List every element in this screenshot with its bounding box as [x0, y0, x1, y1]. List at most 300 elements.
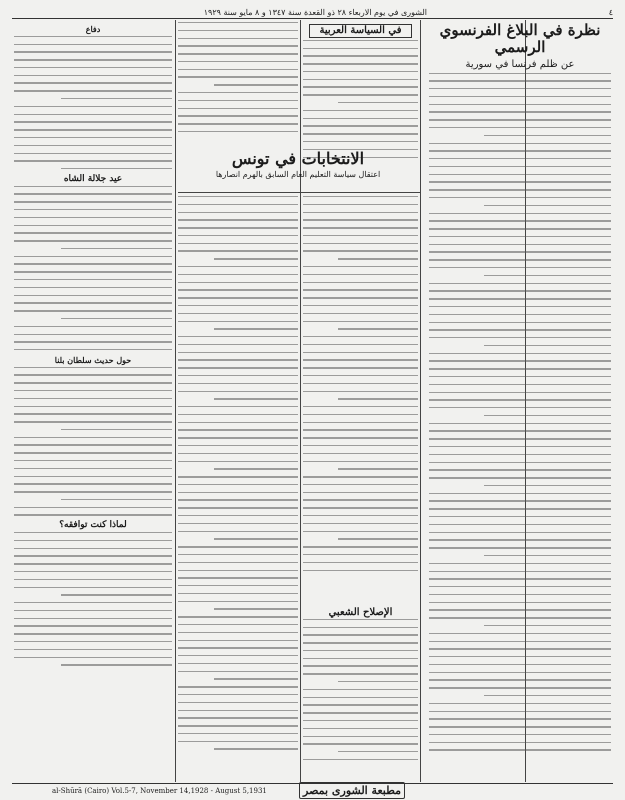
text-line	[429, 150, 611, 151]
text-line	[303, 204, 418, 205]
text-line	[303, 383, 418, 384]
text-line	[303, 484, 418, 485]
text-line	[14, 90, 172, 91]
text-line	[14, 153, 172, 154]
text-line	[178, 406, 298, 407]
text-line	[303, 665, 418, 666]
text-line	[303, 110, 418, 111]
text-line	[429, 220, 611, 221]
main-article-subtitle: عن ظلم فرنسا في سورية	[465, 58, 575, 70]
text-line	[303, 689, 418, 690]
left-title-2: عيد جلالة الشاه	[63, 173, 123, 184]
text-line	[484, 695, 611, 696]
text-line	[178, 219, 298, 220]
text-line	[14, 444, 172, 445]
text-line	[14, 548, 172, 549]
text-line	[178, 383, 298, 384]
text-line	[429, 547, 611, 548]
text-line	[178, 733, 298, 734]
text-line	[303, 141, 418, 142]
text-line	[303, 94, 418, 95]
text-line	[429, 438, 611, 439]
main-article-body	[429, 73, 611, 751]
text-line	[429, 166, 611, 167]
text-line	[429, 104, 611, 105]
text-line	[178, 640, 298, 641]
text-line	[303, 743, 418, 744]
text-line	[14, 563, 172, 564]
main-article	[429, 22, 611, 782]
text-line	[14, 483, 172, 484]
text-line	[61, 429, 172, 430]
text-line	[178, 601, 298, 602]
text-line	[429, 384, 611, 385]
text-line	[214, 84, 298, 85]
text-line	[14, 460, 172, 461]
text-line	[61, 98, 172, 99]
text-line	[303, 515, 418, 516]
text-line	[14, 160, 172, 161]
text-line	[429, 158, 611, 159]
elections-title: الانتخابات في تونس	[231, 150, 365, 168]
text-line	[14, 421, 172, 422]
left-title-4: لماذا كنت توافقه؟	[59, 520, 127, 531]
section-rule	[178, 192, 420, 193]
text-line	[429, 571, 611, 572]
text-line	[303, 274, 418, 275]
text-line	[178, 352, 298, 353]
text-line	[303, 507, 418, 508]
text-line	[178, 61, 298, 62]
text-line	[303, 212, 418, 213]
text-line	[14, 555, 172, 556]
text-line	[303, 720, 418, 721]
text-line	[14, 649, 172, 650]
text-line	[214, 258, 298, 259]
text-line	[429, 244, 611, 245]
text-line	[14, 468, 172, 469]
text-line	[178, 289, 298, 290]
text-line	[303, 250, 418, 251]
text-line	[178, 461, 298, 462]
text-line	[338, 538, 419, 539]
text-line	[338, 258, 419, 259]
text-line	[429, 672, 611, 673]
text-line	[303, 523, 418, 524]
text-line	[429, 430, 611, 431]
text-line	[178, 243, 298, 244]
text-line	[214, 678, 298, 679]
text-line	[429, 648, 611, 649]
text-line	[14, 263, 172, 264]
text-line	[14, 571, 172, 572]
text-line	[178, 655, 298, 656]
text-line	[484, 625, 611, 626]
reform-body	[303, 619, 418, 760]
text-line	[14, 641, 172, 642]
text-line	[178, 437, 298, 438]
text-line	[303, 499, 418, 500]
text-line	[61, 594, 172, 595]
text-line	[429, 493, 611, 494]
text-line	[14, 437, 172, 438]
text-line	[429, 368, 611, 369]
text-line	[178, 476, 298, 477]
main-article-title: نظرة في البلاغ الفرنسوي الرسمي	[439, 22, 601, 57]
text-line	[303, 336, 418, 337]
text-line	[429, 80, 611, 81]
text-line	[178, 69, 298, 70]
text-line	[484, 555, 611, 556]
text-line	[178, 531, 298, 532]
text-line	[429, 360, 611, 361]
text-line	[429, 399, 611, 400]
text-line	[429, 703, 611, 704]
text-line	[338, 681, 419, 682]
text-line	[178, 250, 298, 251]
text-line	[178, 546, 298, 547]
text-line	[429, 353, 611, 354]
text-line	[429, 656, 611, 657]
text-line	[178, 710, 298, 711]
text-line	[14, 657, 172, 658]
text-line	[338, 398, 419, 399]
text-line	[14, 302, 172, 303]
text-line	[14, 209, 172, 210]
text-line	[429, 314, 611, 315]
text-line	[303, 125, 418, 126]
text-line	[429, 174, 611, 175]
text-line	[303, 697, 418, 698]
text-line	[178, 282, 298, 283]
left-title-3: حول حديث سلطان بلنا	[54, 354, 132, 365]
text-line	[429, 446, 611, 447]
text-line	[14, 271, 172, 272]
text-line	[14, 390, 172, 391]
text-line	[429, 73, 611, 74]
text-line	[429, 742, 611, 743]
text-line	[303, 391, 418, 392]
text-line	[14, 310, 172, 311]
text-line	[303, 227, 418, 228]
text-line	[303, 492, 418, 493]
text-line	[14, 129, 172, 130]
text-line	[178, 53, 298, 54]
text-line	[484, 485, 611, 486]
text-line	[429, 376, 611, 377]
text-line	[178, 585, 298, 586]
text-line	[303, 546, 418, 547]
text-line	[178, 694, 298, 695]
text-line	[178, 422, 298, 423]
text-line	[303, 712, 418, 713]
text-line	[429, 711, 611, 712]
text-line	[303, 219, 418, 220]
center-upper-column	[178, 22, 298, 147]
text-line	[429, 578, 611, 579]
text-line	[303, 266, 418, 267]
text-line	[178, 38, 298, 39]
text-line	[178, 429, 298, 430]
text-line	[303, 453, 418, 454]
text-line	[178, 305, 298, 306]
text-line	[429, 454, 611, 455]
politics-body	[303, 40, 418, 158]
text-line	[14, 193, 172, 194]
text-line	[429, 462, 611, 463]
text-line	[178, 235, 298, 236]
elections-subtitle: اعتقال سياسة التعليم العام السابق بالهرم انصارها	[215, 170, 381, 180]
text-line	[61, 318, 172, 319]
text-line	[303, 531, 418, 532]
text-line	[14, 374, 172, 375]
text-line	[178, 671, 298, 672]
text-line	[303, 429, 418, 430]
text-line	[14, 452, 172, 453]
text-line	[429, 259, 611, 260]
text-line	[303, 118, 418, 119]
text-line	[303, 40, 418, 41]
text-line	[14, 633, 172, 634]
text-line	[14, 106, 172, 107]
text-line	[14, 587, 172, 588]
text-line	[303, 48, 418, 49]
text-line	[178, 414, 298, 415]
left-title-1: دفاع	[85, 24, 101, 34]
text-line	[303, 570, 418, 571]
text-line	[178, 686, 298, 687]
text-line	[429, 119, 611, 120]
text-line	[178, 367, 298, 368]
text-line	[178, 115, 298, 116]
text-line	[14, 225, 172, 226]
text-line	[178, 492, 298, 493]
text-line	[303, 352, 418, 353]
text-line	[178, 321, 298, 322]
text-line	[14, 186, 172, 187]
center-upper-body	[178, 22, 298, 132]
text-line	[303, 673, 418, 674]
text-line	[303, 554, 418, 555]
column-rule	[420, 20, 421, 782]
text-line	[429, 283, 611, 284]
text-line	[429, 267, 611, 268]
text-line	[429, 189, 611, 190]
page-number: ٤	[608, 7, 613, 17]
text-line	[429, 213, 611, 214]
text-line	[484, 275, 611, 276]
text-line	[178, 624, 298, 625]
text-line	[429, 718, 611, 719]
text-line	[429, 298, 611, 299]
text-line	[429, 392, 611, 393]
text-line	[429, 329, 611, 330]
text-line	[429, 641, 611, 642]
text-line	[303, 243, 418, 244]
text-line	[178, 297, 298, 298]
elections-body-text	[178, 196, 298, 750]
elections-header	[178, 150, 418, 190]
text-line	[303, 55, 418, 56]
page-header	[12, 6, 613, 19]
text-line	[429, 477, 611, 478]
text-line	[484, 135, 611, 136]
text-line	[178, 92, 298, 93]
text-line	[303, 445, 418, 446]
text-line	[61, 664, 172, 665]
text-line	[429, 524, 611, 525]
text-line	[178, 717, 298, 718]
text-line	[14, 121, 172, 122]
text-line	[214, 398, 298, 399]
text-line	[14, 67, 172, 68]
text-line	[14, 491, 172, 492]
text-line	[14, 217, 172, 218]
text-line	[14, 51, 172, 52]
text-line	[178, 22, 298, 23]
text-line	[429, 290, 611, 291]
text-line	[303, 71, 418, 72]
text-line	[178, 123, 298, 124]
print-house-label: مطبعة الشورى بمصر	[303, 784, 401, 797]
text-line	[178, 632, 298, 633]
text-line	[338, 751, 419, 752]
text-line	[338, 102, 419, 103]
elections-body-right	[303, 196, 418, 596]
text-line	[429, 306, 611, 307]
text-line	[14, 602, 172, 603]
text-line	[178, 266, 298, 267]
text-line	[303, 297, 418, 298]
text-line	[14, 532, 172, 533]
text-line	[303, 650, 418, 651]
reform-title: الإصلاح الشعبي	[328, 607, 393, 618]
text-line	[429, 469, 611, 470]
text-line	[214, 538, 298, 539]
text-line	[178, 313, 298, 314]
text-line	[14, 618, 172, 619]
text-line	[429, 586, 611, 587]
text-line	[14, 540, 172, 541]
text-line	[14, 367, 172, 368]
text-line	[14, 201, 172, 202]
text-line	[303, 728, 418, 729]
text-line	[178, 100, 298, 101]
text-line	[178, 725, 298, 726]
text-line	[429, 687, 611, 688]
reform-article	[303, 605, 418, 778]
text-line	[484, 345, 611, 346]
text-line	[14, 287, 172, 288]
text-line	[14, 114, 172, 115]
text-line	[429, 181, 611, 182]
text-line	[303, 406, 418, 407]
text-line	[303, 313, 418, 314]
dateline: الشورى في يوم الاربعاء ٢٨ ذو القعدة سنة ١٣٤٧ و ٨ مايو سنة ١٩٢٩	[203, 7, 427, 17]
text-line	[14, 382, 172, 383]
text-line	[303, 658, 418, 659]
text-line	[178, 359, 298, 360]
text-line	[429, 337, 611, 338]
text-line	[14, 476, 172, 477]
text-line	[303, 461, 418, 462]
text-line	[429, 594, 611, 595]
text-line	[178, 204, 298, 205]
text-line	[429, 111, 611, 112]
text-line	[429, 734, 611, 735]
text-line	[14, 326, 172, 327]
text-line	[338, 328, 419, 329]
text-line	[303, 422, 418, 423]
text-line	[214, 328, 298, 329]
text-line	[303, 282, 418, 283]
text-line	[303, 627, 418, 628]
text-line	[429, 500, 611, 501]
text-line	[178, 131, 298, 132]
text-line	[429, 508, 611, 509]
text-line	[303, 196, 418, 197]
text-line	[178, 108, 298, 109]
publication-info: al-Shūrā (Cairo) Vol.5-7, November 14,1928 - August 5,1931	[52, 786, 267, 795]
page-footer	[12, 783, 613, 797]
text-line	[14, 507, 172, 508]
text-line	[14, 82, 172, 83]
text-line	[178, 274, 298, 275]
text-line	[178, 445, 298, 446]
text-line	[429, 143, 611, 144]
text-line	[14, 240, 172, 241]
text-line	[303, 79, 418, 80]
text-line	[429, 228, 611, 229]
text-line	[178, 344, 298, 345]
text-line	[429, 516, 611, 517]
text-line	[303, 562, 418, 563]
text-line	[14, 44, 172, 45]
text-line	[178, 523, 298, 524]
text-line	[14, 232, 172, 233]
text-line	[214, 608, 298, 609]
column-rule	[175, 20, 176, 782]
text-line	[303, 235, 418, 236]
text-line	[429, 726, 611, 727]
text-line	[178, 647, 298, 648]
text-line	[178, 212, 298, 213]
text-line	[303, 642, 418, 643]
text-line	[178, 76, 298, 77]
text-line	[303, 359, 418, 360]
text-line	[14, 406, 172, 407]
text-line	[14, 334, 172, 335]
elections-body-text	[303, 196, 418, 571]
text-line	[178, 507, 298, 508]
text-line	[303, 476, 418, 477]
text-line	[303, 437, 418, 438]
text-line	[429, 617, 611, 618]
text-line	[14, 625, 172, 626]
text-line	[178, 702, 298, 703]
text-line	[178, 616, 298, 617]
text-line	[429, 88, 611, 89]
text-line	[61, 499, 172, 500]
column-rule	[300, 20, 301, 782]
left-column	[14, 22, 172, 782]
text-line	[429, 679, 611, 680]
text-line	[14, 59, 172, 60]
text-line	[14, 413, 172, 414]
text-line	[14, 137, 172, 138]
text-line	[14, 579, 172, 580]
text-line	[429, 633, 611, 634]
